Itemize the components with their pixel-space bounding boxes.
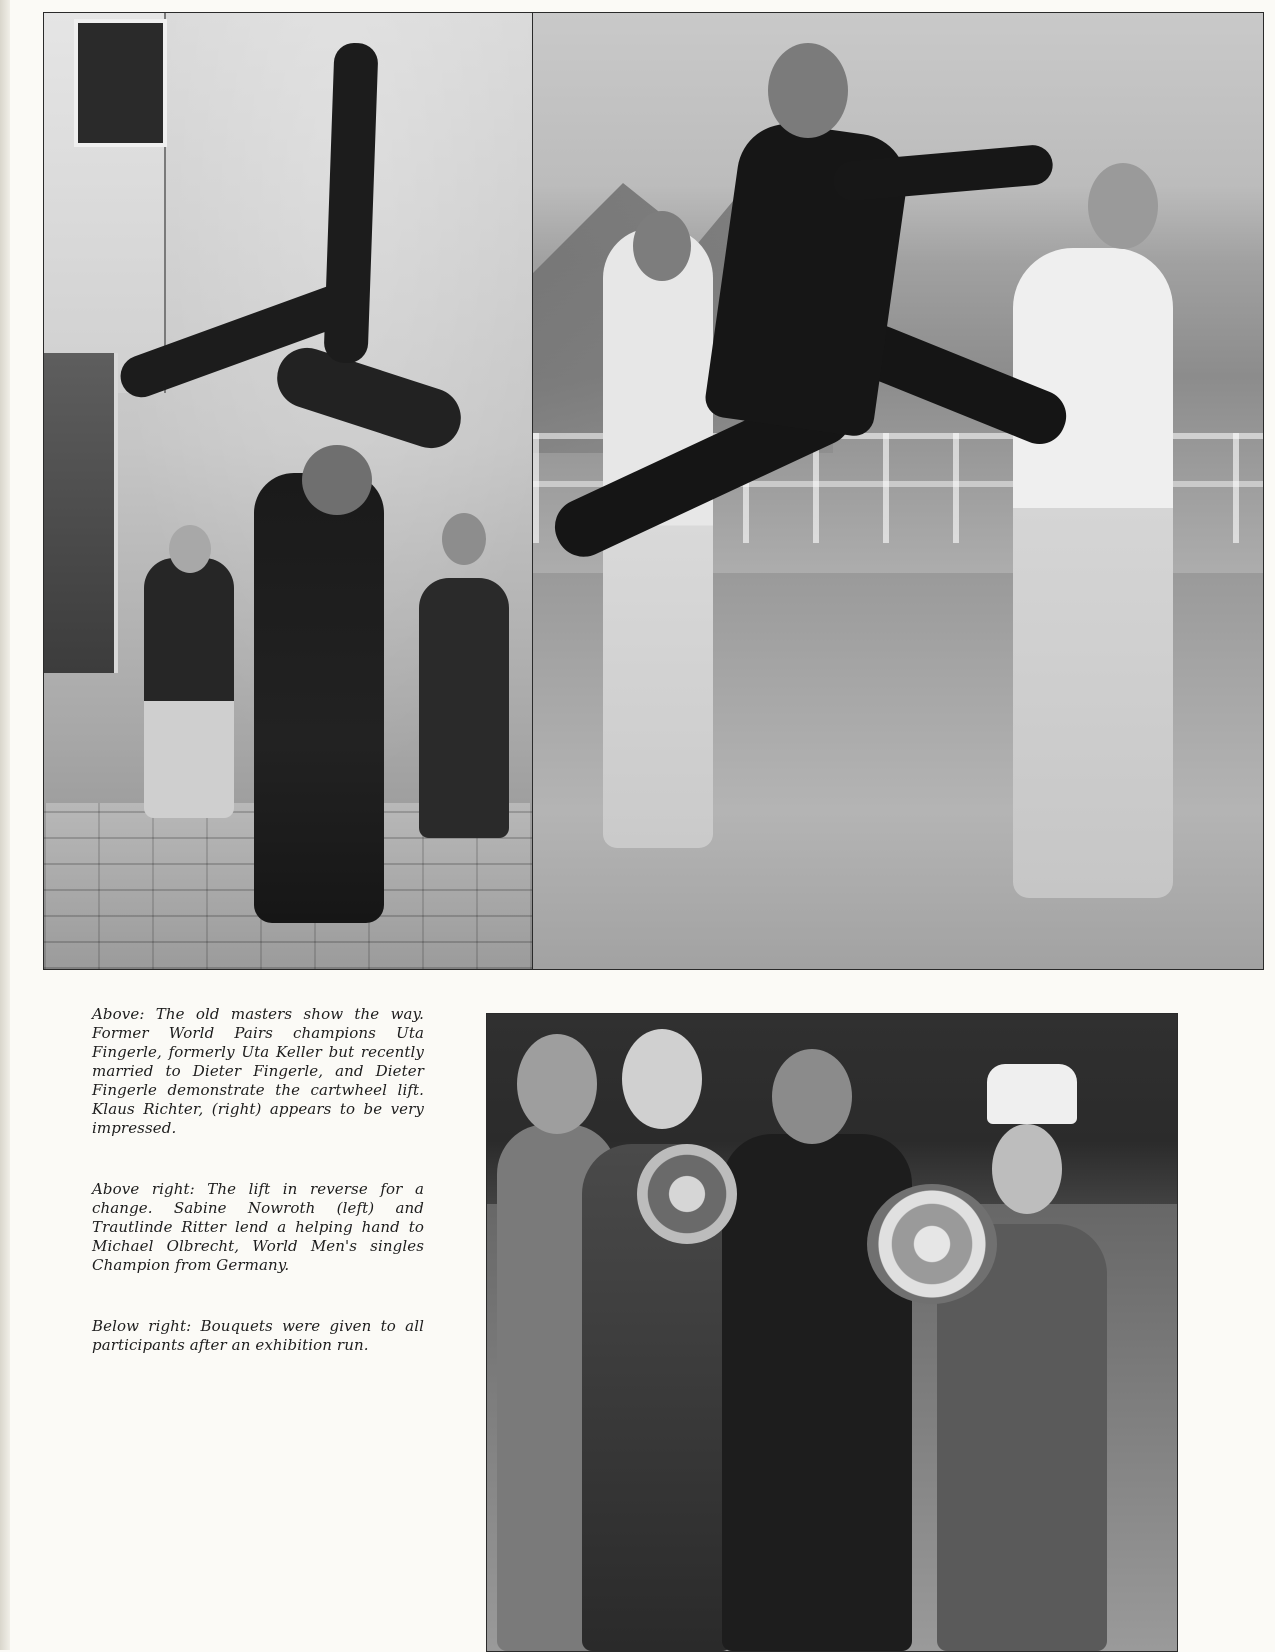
caption-above: Above: The old masters show the way. Former World Pairs champions Uta Fingerle, formerly Uta Keller but recently married to Dieter Fingerle, and Dieter Fingerle demonstrate the cartwheel lift. Klaus Richter, (right) appears to be very impressed. bbox=[92, 1005, 424, 1137]
caption-column bbox=[92, 1005, 424, 1397]
photo-white-fur-hat bbox=[987, 1064, 1077, 1124]
photo-skater-bouquet-head bbox=[622, 1029, 702, 1129]
photo-bouquet bbox=[867, 1184, 997, 1304]
photo-lifting-man bbox=[254, 473, 384, 923]
photo-bouquet-small bbox=[637, 1144, 737, 1244]
photo-skater-right-head bbox=[1088, 163, 1158, 249]
photo-window bbox=[74, 19, 167, 147]
photo-girl-head bbox=[169, 525, 211, 573]
caption-below-right: Below right: Bouquets were given to all participants after an exhibition run. bbox=[92, 1317, 424, 1354]
photo-lifted-torso bbox=[269, 340, 468, 456]
page-binding-edge bbox=[0, 0, 10, 1650]
photo-person-hat-left-head bbox=[517, 1034, 597, 1134]
photo-building-wall bbox=[44, 13, 166, 393]
photo-young-skater-head bbox=[992, 1124, 1062, 1214]
photo-girl-skater bbox=[144, 558, 234, 818]
photo-lifted-leg-up bbox=[323, 42, 378, 363]
photo-doorway bbox=[44, 353, 118, 673]
photo-bystander-head bbox=[442, 513, 486, 565]
caption-above-right: Above right: The lift in reverse for a change. Sabine Nowroth (left) and Trautlinde Ritter lend a helping hand to Michael Olbrecht, World Men's singles Champion from Germany. bbox=[92, 1180, 424, 1274]
photo-lifting-man-head bbox=[302, 445, 372, 515]
photo-man-head bbox=[768, 43, 848, 138]
photo-bystander bbox=[419, 578, 509, 838]
photo-cartwheel-lift bbox=[43, 12, 537, 970]
photo-bouquets bbox=[486, 1013, 1178, 1652]
photo-skater-left-head bbox=[633, 211, 691, 281]
photo-reverse-lift bbox=[532, 12, 1264, 970]
photo-official-man-head bbox=[772, 1049, 852, 1144]
photo-skater-right bbox=[1013, 248, 1173, 898]
